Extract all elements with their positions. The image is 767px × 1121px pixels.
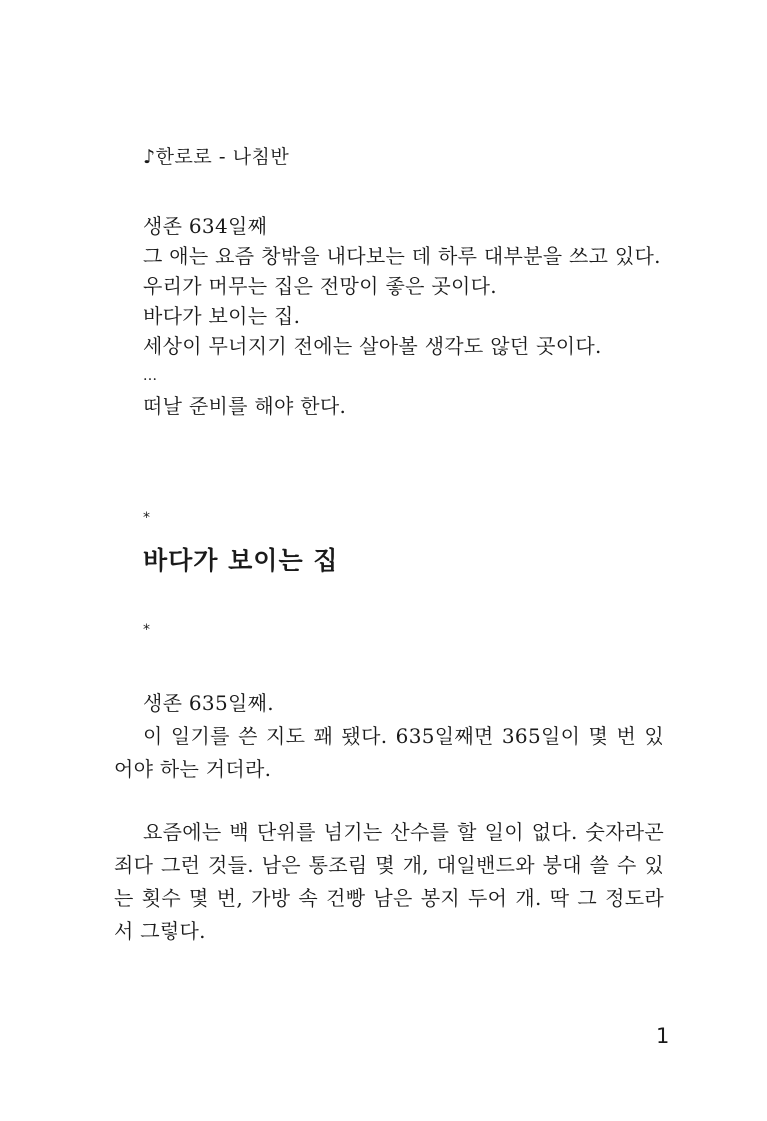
entry-heading: 생존 635일째.	[143, 691, 274, 715]
music-note-line: ♪한로로 - 나침반	[143, 146, 290, 168]
section-separator-top: *	[143, 510, 150, 526]
entry-line: 떠날 준비를 해야 한다.	[143, 394, 347, 418]
diary-entry-635	[114, 687, 664, 948]
paragraph: 요즘에는 백 단위를 넘기는 산수를 할 일이 없다. 숫자라곤 죄다 그런 것들. 남은 통조림 몇 개, 대일밴드와 붕대 쓸 수 있는 횟수 몇 번, 가방 속 건빵 남은 봉지 두어 개. 딱 그 정도라서 그렇다.	[114, 820, 664, 943]
entry-line: 생존 634일째	[143, 214, 268, 238]
entry-line: 그 애는 요즘 창밖을 내다보는 데 하루 대부분을 쓰고 있다.	[143, 244, 661, 268]
ellipsis-line: ...	[143, 368, 158, 384]
diary-entry-634	[143, 211, 683, 421]
entry-line: 우리가 머무는 집은 전망이 좋은 곳이다.	[143, 274, 497, 298]
entry-line: 세상이 무너지기 전에는 살아볼 생각도 않던 곳이다.	[143, 334, 602, 358]
chapter-title: 바다가 보이는 집	[143, 546, 339, 575]
section-separator-bottom: *	[143, 622, 150, 638]
page-number: 1	[656, 1024, 670, 1048]
paragraph: 이 일기를 쓴 지도 꽤 됐다. 635일째면 365일이 몇 번 있어야 하는 거더라.	[114, 724, 664, 781]
entry-line: 바다가 보이는 집.	[143, 304, 301, 328]
